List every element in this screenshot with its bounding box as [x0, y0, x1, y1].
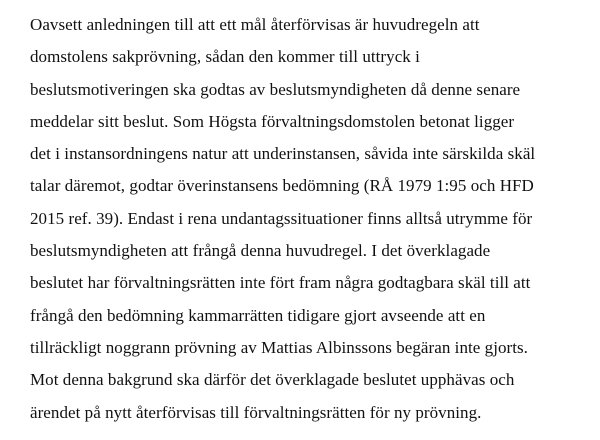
paragraph-line: frångå den bedömning kammarrätten tidigare gjort avseende att en: [30, 305, 486, 325]
body-paragraph: [30, 9, 535, 429]
paragraph-line: ärendet på nytt återförvisas till förvaltningsrätten för ny prövning.: [30, 402, 482, 422]
paragraph-line: beslutsmotiveringen ska godtas av beslutsmyndigheten då denne senare: [30, 79, 521, 99]
paragraph-line: Mot denna bakgrund ska därför det överklagade beslutet upphävas och: [30, 370, 515, 390]
paragraph-line: beslutet har förvaltningsrätten inte fört fram några godtagbara skäl till att: [30, 273, 531, 293]
paragraph-line: domstolens sakprövning, sådan den kommer till uttryck i: [30, 47, 420, 67]
paragraph-line: tillräckligt noggrann prövning av Mattias Albinssons begäran inte gjorts.: [30, 337, 528, 357]
paragraph-line: det i instansordningens natur att underinstansen, såvida inte särskilda skäl: [30, 144, 536, 164]
paragraph-line: Oavsett anledningen till att ett mål återförvisas är huvudregeln att: [30, 15, 480, 34]
paragraph-line: beslutsmyndigheten att frångå denna huvudregel. I det överklagade: [30, 241, 491, 261]
paragraph-line: 2015 ref. 39). Endast i rena undantagssituationer finns alltså utrymme för: [30, 208, 533, 228]
paragraph-line: talar däremot, godtar överinstansens bedömning (RÅ 1979 1:95 och HFD: [30, 176, 534, 196]
paragraph-line: meddelar sitt beslut. Som Högsta förvaltningsdomstolen betonat ligger: [30, 111, 515, 131]
